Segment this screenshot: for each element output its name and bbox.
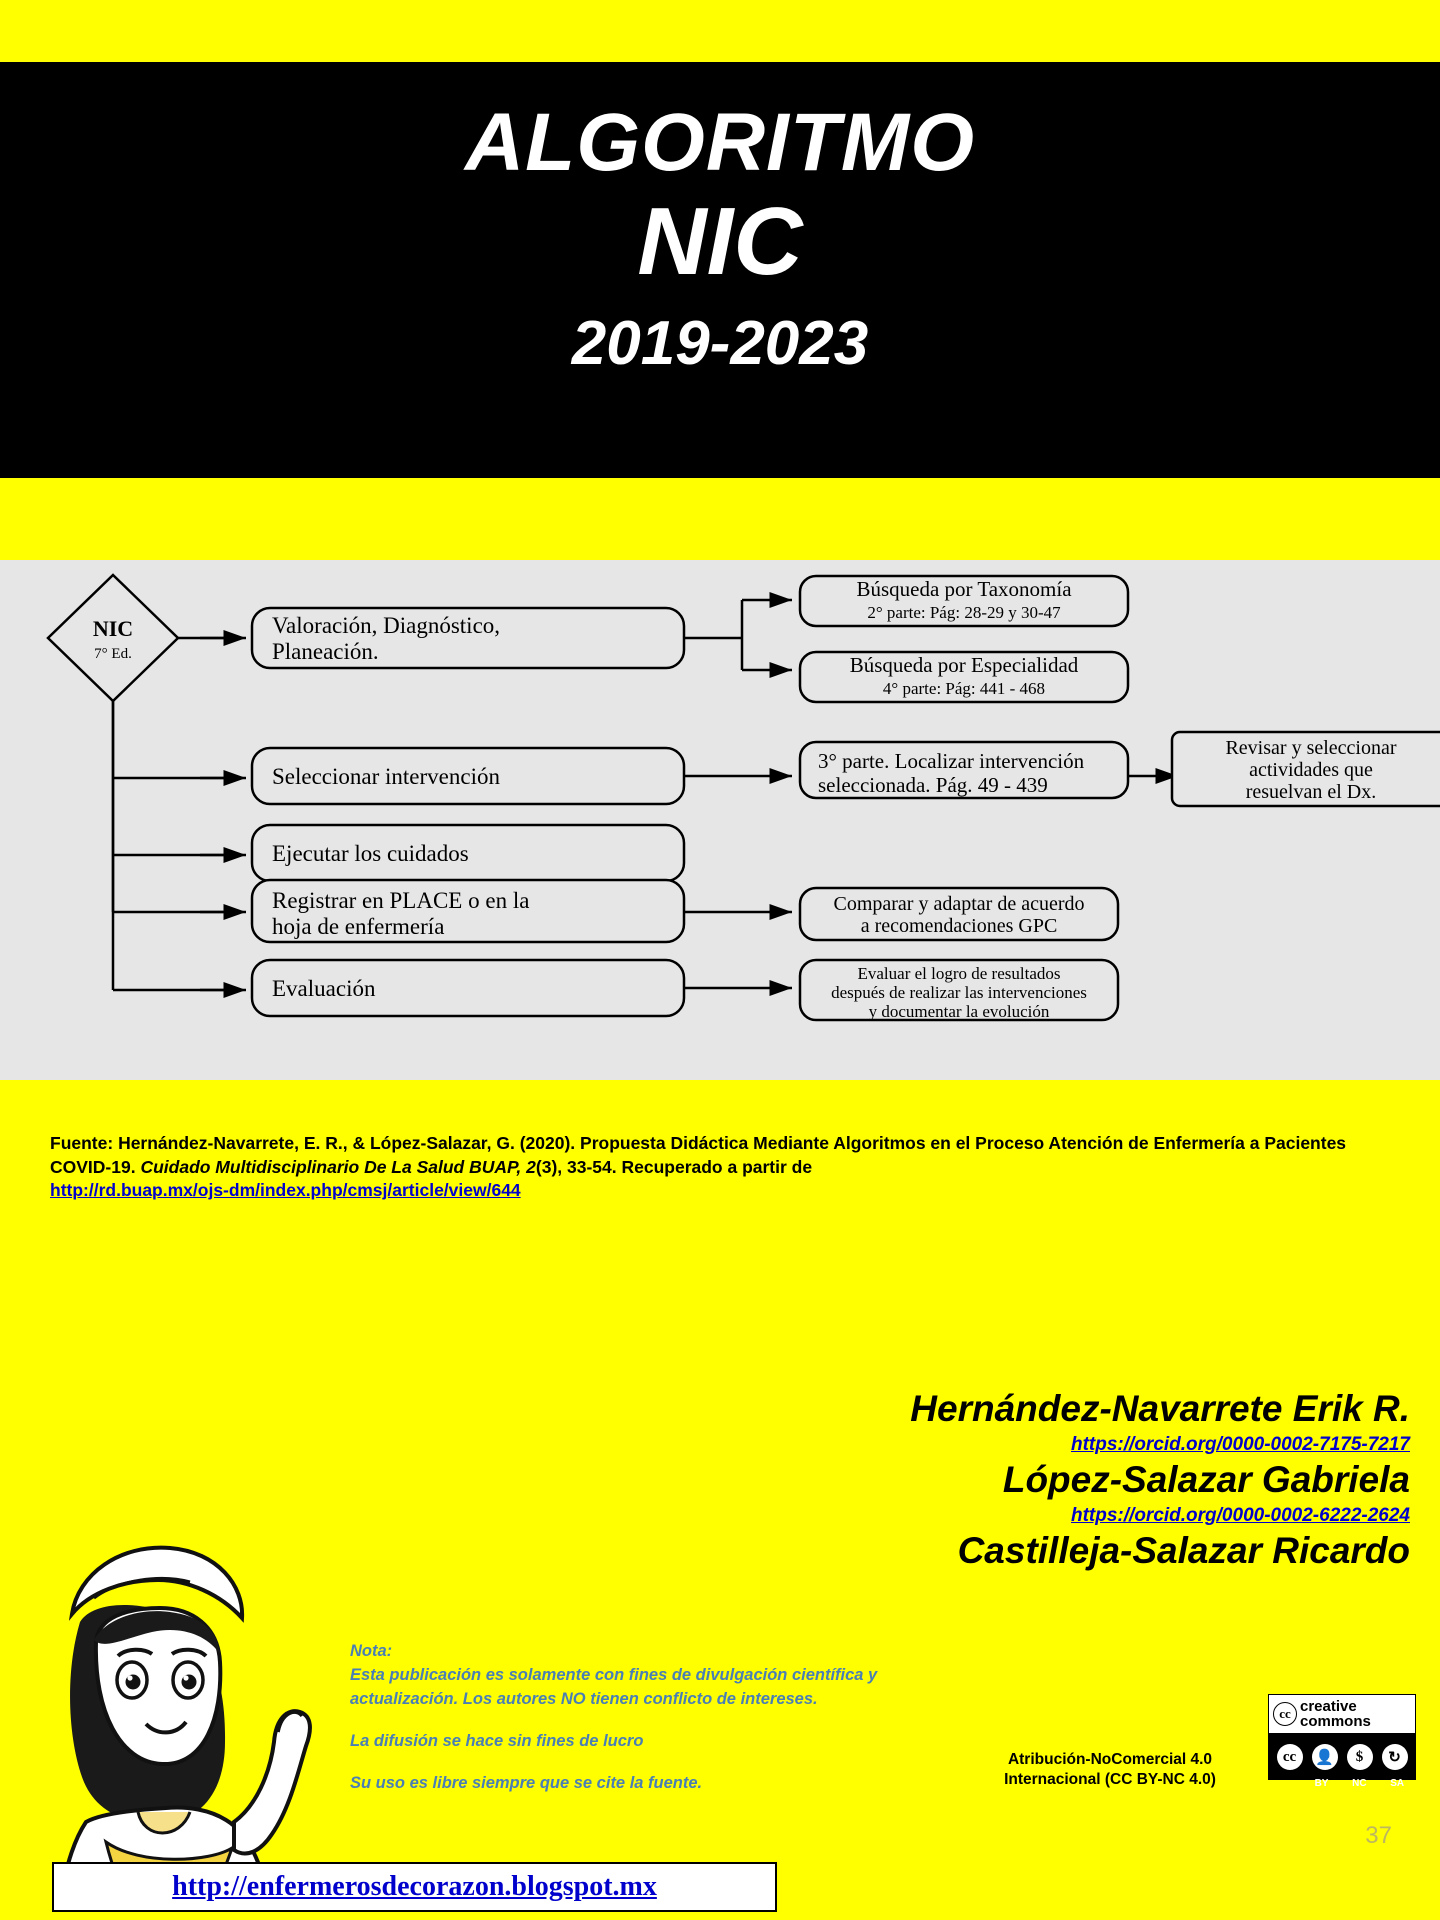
- cc-brand-line2: commons: [1300, 1713, 1371, 1730]
- source-journal: Cuidado Multidisciplinario De La Salud BUAP, 2: [140, 1156, 536, 1177]
- page-number: 37: [1365, 1822, 1392, 1849]
- author-name-1: Hernández-Navarrete Erik R.: [910, 1388, 1410, 1429]
- author-orcid-2[interactable]: https://orcid.org/0000-0002-6222-2624: [1071, 1504, 1410, 1526]
- nurse-illustration: [20, 1522, 360, 1912]
- creative-commons-logo: [1268, 1694, 1416, 1780]
- cc-badge-sa-icon: ↻: [1382, 1744, 1408, 1770]
- cc-icon: cc: [1273, 1702, 1297, 1726]
- cc-badge-labels: [1268, 1778, 1416, 1789]
- cc-badge-nc-icon: $: [1347, 1744, 1373, 1770]
- diagram-out-evaluar-line3: y documentar la evolución: [868, 1002, 1050, 1021]
- diagram-out-localizar-line2: seleccionada. Pág. 49 - 439: [818, 773, 1048, 797]
- algorithm-diagram: [0, 560, 1440, 1080]
- nota-line-1: Esta publicación es solamente con fines de divulgación científica y actualización. Los autores NO tienen conflicto de intereses.: [350, 1665, 878, 1708]
- cc-badges: [1268, 1734, 1416, 1780]
- cc-license-text: [980, 1750, 1240, 1790]
- page-title-algoritmo: ALGORITMO: [464, 97, 976, 188]
- author-name-2: López-Salazar Gabriela: [1002, 1459, 1410, 1501]
- cc-brand-line1: creative: [1300, 1698, 1357, 1715]
- blog-url-text[interactable]: http://enfermerosdecorazon.blogspot.mx: [172, 1871, 657, 1902]
- cc-license-line2: Internacional (CC BY-NC 4.0): [1004, 1771, 1216, 1789]
- diagram-step-1-line2: Planeación.: [272, 639, 379, 664]
- title-block: [0, 62, 1440, 478]
- diagram-step-5: Evaluación: [272, 976, 376, 1001]
- cc-badge-by-icon: 👤: [1312, 1744, 1338, 1770]
- diagram-out-comparar-line1: Comparar y adaptar de acuerdo: [833, 893, 1085, 915]
- diagram-out-revisar-line3: resuelvan el Dx.: [1245, 781, 1377, 803]
- diagram-step-2: Seleccionar intervención: [272, 764, 500, 789]
- diagram-out-especialidad-line1: Búsqueda por Especialidad: [849, 653, 1079, 677]
- diagram-start-label-line2: 7° Ed.: [94, 646, 132, 662]
- diagram-start-label-line1: NIC: [92, 616, 134, 641]
- authors-list: [510, 1388, 1410, 1573]
- diagram-out-evaluar-line2: después de realizar las intervenciones: [831, 983, 1087, 1002]
- nota-block: [350, 1640, 950, 1814]
- diagram-step-4-line2: hoja de enfermería: [272, 914, 445, 939]
- source-text-2: (3), 33-54. Recuperado a partir de: [535, 1156, 813, 1177]
- diagram-out-comparar-line2: a recomendaciones GPC: [860, 915, 1058, 937]
- source-label: Fuente:: [50, 1133, 119, 1153]
- cc-brand: [1268, 1694, 1416, 1734]
- diagram-out-revisar-line2: actividades que: [1249, 759, 1373, 781]
- diagram-out-evaluar-line1: Evaluar el logro de resultados: [857, 964, 1061, 983]
- source-url-link[interactable]: http://rd.buap.mx/ojs-dm/index.php/cmsj/article/view/644: [50, 1180, 521, 1201]
- author-orcid-1[interactable]: https://orcid.org/0000-0002-7175-7217: [1071, 1433, 1410, 1455]
- page-title-nic: NIC: [637, 188, 803, 296]
- diagram-out-taxonomia-line1: Búsqueda por Taxonomía: [856, 577, 1072, 601]
- diagram-step-3: Ejecutar los cuidados: [272, 841, 469, 866]
- cc-label-sa: SA: [1390, 1778, 1405, 1789]
- diagram-step-4-line1: Registrar en PLACE o en la: [272, 888, 530, 913]
- diagram-out-revisar-line1: Revisar y seleccionar: [1225, 737, 1397, 759]
- source-text-1: Hernández-Navarrete, E. R., & López-Salazar, G. (2020). Propuesta Didáctica Mediante Algoritmos en el Proceso Atención de Enfermería a Pacientes COVID-19.: [50, 1133, 1347, 1177]
- yellow-divider: [0, 478, 1440, 560]
- source-citation: [50, 1132, 1390, 1203]
- blog-link-box[interactable]: [52, 1862, 777, 1912]
- nota-line-3: Su uso es libre siempre que se cite la fuente.: [350, 1773, 703, 1792]
- cc-label-by: BY: [1314, 1778, 1329, 1789]
- cc-license-line1: Atribución-NoComercial 4.0: [1007, 1751, 1213, 1768]
- page-title-years: 2019-2023: [571, 308, 869, 378]
- diagram-step-1-line1: Valoración, Diagnóstico,: [272, 613, 501, 638]
- cc-brand-text: [1300, 1699, 1371, 1729]
- cc-badge-cc-icon: cc: [1277, 1744, 1303, 1770]
- nota-line-2: La difusión se hace sin fines de lucro: [350, 1731, 644, 1750]
- cc-label-nc: NC: [1352, 1778, 1367, 1789]
- diagram-out-especialidad-line2: 4° parte: Pág: 441 - 468: [882, 679, 1046, 698]
- nota-heading: Nota:: [350, 1642, 393, 1660]
- diagram-out-localizar-line1: 3° parte. Localizar intervención: [818, 749, 1085, 773]
- author-name-3: Castilleja-Salazar Ricardo: [957, 1530, 1410, 1572]
- diagram-out-taxonomia-line2: 2° parte: Pág: 28-29 y 30-47: [867, 603, 1061, 622]
